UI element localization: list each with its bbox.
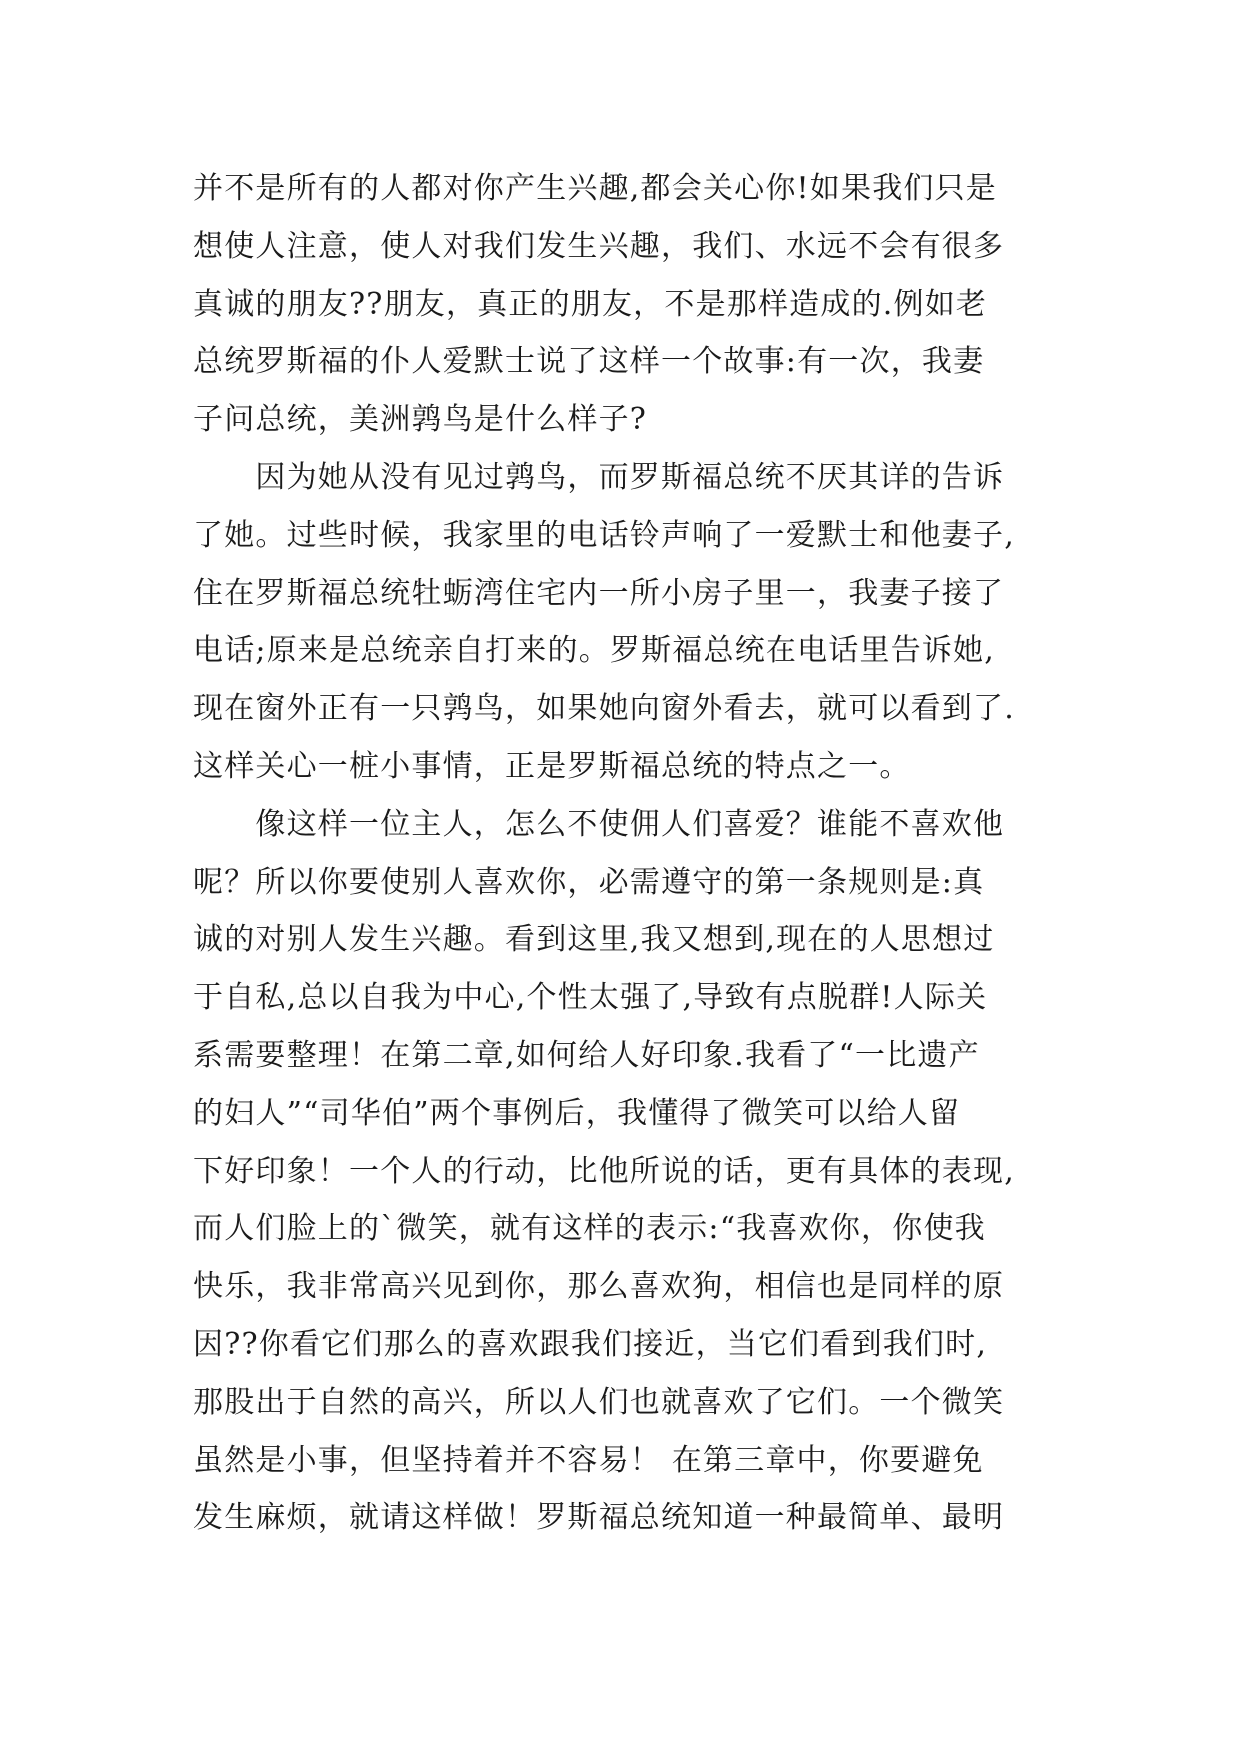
text-line: 下好印象！一个人的行动，比他所说的话，更有具体的表现, bbox=[193, 1153, 1015, 1189]
document-body bbox=[193, 160, 1053, 1547]
text-line: 而人们脸上的`微笑，就有这样的表示:“我喜欢你，你使我 bbox=[193, 1211, 986, 1247]
text-line: 的妇人”“司华伯”两个事例后，我懂得了微笑可以给人留 bbox=[193, 1095, 961, 1131]
text-line: 真诚的朋友??朋友，真正的朋友，不是那样造成的.例如老 bbox=[193, 286, 988, 322]
text-line: 子问总统，美洲鹑鸟是什么样子? bbox=[193, 402, 648, 438]
text-line: 发生麻烦，就请这样做！罗斯福总统知道一种最简单、最明 bbox=[193, 1500, 1005, 1536]
text-line: 这样关心一桩小事情，正是罗斯福总统的特点之一。 bbox=[193, 748, 911, 784]
text-line: 了她。过些时候，我家里的电话铃声响了一爱默士和他妻子, bbox=[193, 517, 1015, 553]
text-line: 因??你看它们那么的喜欢跟我们接近，当它们看到我们时, bbox=[193, 1326, 988, 1362]
paragraph-start-line: 因为她从没有见过鹑鸟，而罗斯福总统不厌其详的告诉 bbox=[193, 459, 1005, 495]
text-line: 现在窗外正有一只鹑鸟，如果她向窗外看去，就可以看到了. bbox=[193, 691, 1015, 727]
text-line: 并不是所有的人都对你产生兴趣,都会关心你!如果我们只是 bbox=[193, 171, 997, 206]
text-line: 电话;原来是总统亲自打来的。罗斯福总统在电话里告诉她, bbox=[193, 633, 996, 669]
text-line: 呢？所以你要使别人喜欢你，必需遵守的第一条规则是:真 bbox=[193, 864, 985, 900]
text-line: 虽然是小事，但坚持着并不容易！ 在第三章中，你要避免 bbox=[193, 1442, 984, 1478]
text-line: 快乐，我非常高兴见到你，那么喜欢狗，相信也是同样的原 bbox=[193, 1269, 1005, 1305]
text-line: 总统罗斯福的仆人爱默士说了这样一个故事:有一次，我妻 bbox=[193, 344, 985, 380]
text-line: 于自私,总以自我为中心,个性太强了,导致有点脱群!人际关 bbox=[193, 980, 988, 1016]
paragraph-start-line: 像这样一位主人，怎么不使佣人们喜爱？谁能不喜欢他 bbox=[193, 806, 1005, 842]
text-line: 想使人注意，使人对我们发生兴趣，我们、水远不会有很多 bbox=[193, 228, 1005, 264]
text-line: 诚的对别人发生兴趣。看到这里,我又想到,现在的人思想过 bbox=[193, 922, 995, 958]
text-line: 住在罗斯福总统牡蛎湾住宅内一所小房子里一，我妻子接了 bbox=[193, 575, 1005, 611]
text-line: 那股出于自然的高兴，所以人们也就喜欢了它们。一个微笑 bbox=[193, 1384, 1005, 1420]
text-line: 系需要整理！在第二章,如何给人好印象.我看了“一比遗产 bbox=[193, 1037, 980, 1073]
